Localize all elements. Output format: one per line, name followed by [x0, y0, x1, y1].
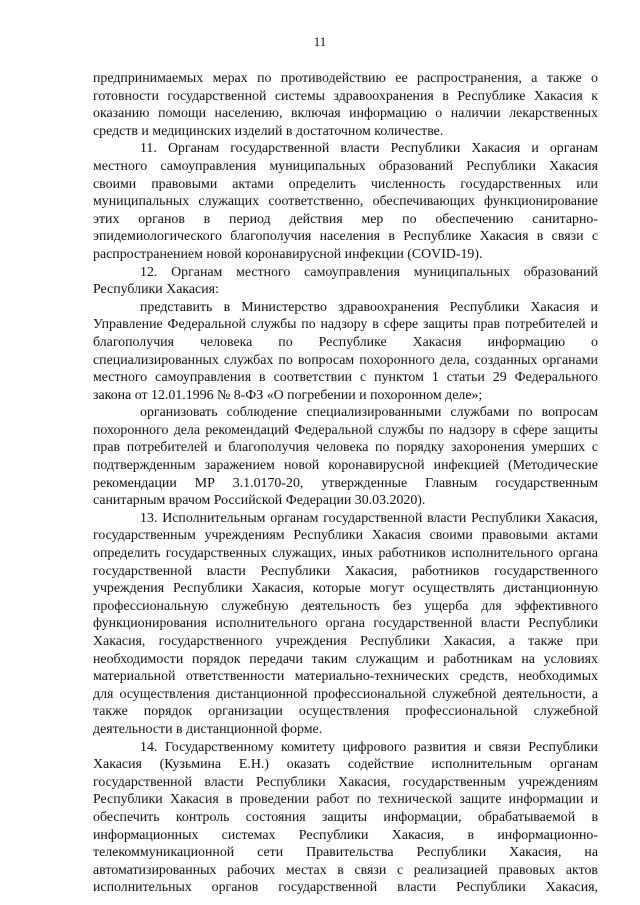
- text-line: рекомендации МР 3.1.0170-20, утвержденные Главным государственным: [93, 475, 598, 491]
- text-line: Хакасия (Кузьмина Е.Н.) оказать содействие исполнительным органам: [93, 757, 598, 773]
- text-line: средств и медицинских изделий в достаточном количестве.: [93, 123, 444, 139]
- text-line: обеспечить контроль состояния защиты информации, обрабатываемой в: [93, 809, 598, 825]
- text-line: 13. Исполнительным органам государственной власти Республики Хакасия,: [140, 510, 598, 526]
- text-line: Республики Хакасия:: [93, 282, 219, 298]
- text-line: государственным учреждениям Республики Хакасия своими правовыми актами: [93, 528, 598, 544]
- text-line: телекоммуникационной сети Правительства Республики Хакасия, на: [93, 845, 598, 861]
- text-line: исполнительных органов государственной власти Республики Хакасия,: [93, 880, 598, 896]
- text-line: также порядок организации осуществления профессиональной служебной: [93, 704, 598, 720]
- text-line: автоматизированных рабочих местах в связи с реализацией правовых актов: [93, 862, 598, 878]
- text-line: 12. Органам местного самоуправления муниципальных образований: [140, 264, 598, 280]
- text-line: подтвержденным заражением новой коронавирусной инфекцией (Методические: [93, 458, 598, 474]
- text-line: функционирования исполнительного органа государственной власти Республики: [93, 616, 598, 632]
- text-line: специализированных службах по вопросам похоронного дела, созданных органами: [93, 352, 598, 368]
- text-line: санитарным врачом Российской Федерации 30.03.2020).: [93, 493, 426, 509]
- text-line: оказанию помощи населению, включая информацию о наличии лекарственных: [93, 106, 598, 122]
- text-line: прав потребителей и благополучия человека по порядку захоронения умерших с: [93, 440, 598, 456]
- text-line: готовности государственной системы здравоохранения в Республике Хакасия к: [93, 88, 598, 104]
- document-body: [93, 70, 598, 897]
- text-line: похоронного дела рекомендаций Федеральной службы по надзору в сфере защиты: [93, 422, 598, 438]
- text-line: благополучия человека по Республике Хакасия информацию о: [93, 334, 598, 350]
- text-line: учреждения Республики Хакасия, которые могут осуществлять дистанционную: [93, 581, 598, 597]
- text-line: Управление Федеральной службы по надзору в сфере защиты прав потребителей и: [93, 317, 598, 333]
- text-line: необходимости порядок передачи таким служащим и работникам на условиях: [93, 651, 598, 667]
- text-line: деятельности в дистанционной форме.: [93, 721, 323, 737]
- text-line: своими правовыми актами определить численность государственных или: [93, 176, 598, 192]
- text-line: 11. Органам государственной власти Республики Хакасия и органам: [140, 141, 598, 157]
- text-line: 14. Государственному комитету цифрового развития и связи Республики: [140, 739, 598, 755]
- text-line: местного самоуправления муниципальных образований Республики Хакасия: [93, 158, 598, 174]
- text-line: Хакасия, государственного учреждения Республики Хакасия, а также при: [93, 634, 598, 649]
- text-line: этих органов в период действия мер по обеспечению санитарно-: [93, 211, 598, 227]
- text-line: материальной ответственности материально-технических средств, необходимых: [93, 669, 598, 685]
- page-number: 11: [313, 34, 327, 49]
- text-line: для осуществления дистанционной профессиональной служебной деятельности, а: [93, 686, 598, 702]
- text-line: представить в Министерство здравоохранения Республики Хакасия и: [140, 299, 598, 315]
- text-line: распространением новой коронавирусной инфекции (COVID-19).: [93, 246, 483, 262]
- text-line: профессиональную служебную деятельность без ущерба для эффективного: [93, 598, 598, 614]
- text-line: государственной власти Республики Хакасия, работников государственного: [93, 563, 598, 579]
- text-line: определить государственных служащих, иных работников исполнительного органа: [93, 546, 598, 562]
- text-line: Республики Хакасия в проведении работ по технической защите информации и: [93, 792, 598, 808]
- text-line: организовать соблюдение специализированными службами по вопросам: [140, 405, 598, 421]
- text-line: муниципальных служащих соответственно, обеспечивающих функционирование: [93, 194, 598, 210]
- text-line: государственной власти Республики Хакасия, государственным учреждениям: [93, 774, 598, 790]
- text-line: закона от 12.01.1996 № 8-ФЗ «О погребении и похоронном деле»;: [93, 387, 483, 403]
- text-line: эпидемиологического благополучия населения в Республике Хакасия в связи с: [93, 229, 598, 245]
- text-line: предпринимаемых мерах по противодействию ее распространения, а также о: [93, 71, 598, 86]
- text-line: местного самоуправления в соответствии с пунктом 1 статьи 29 Федерального: [93, 370, 598, 386]
- text-line: информационных системах Республики Хакасия, в информационно-: [93, 827, 598, 843]
